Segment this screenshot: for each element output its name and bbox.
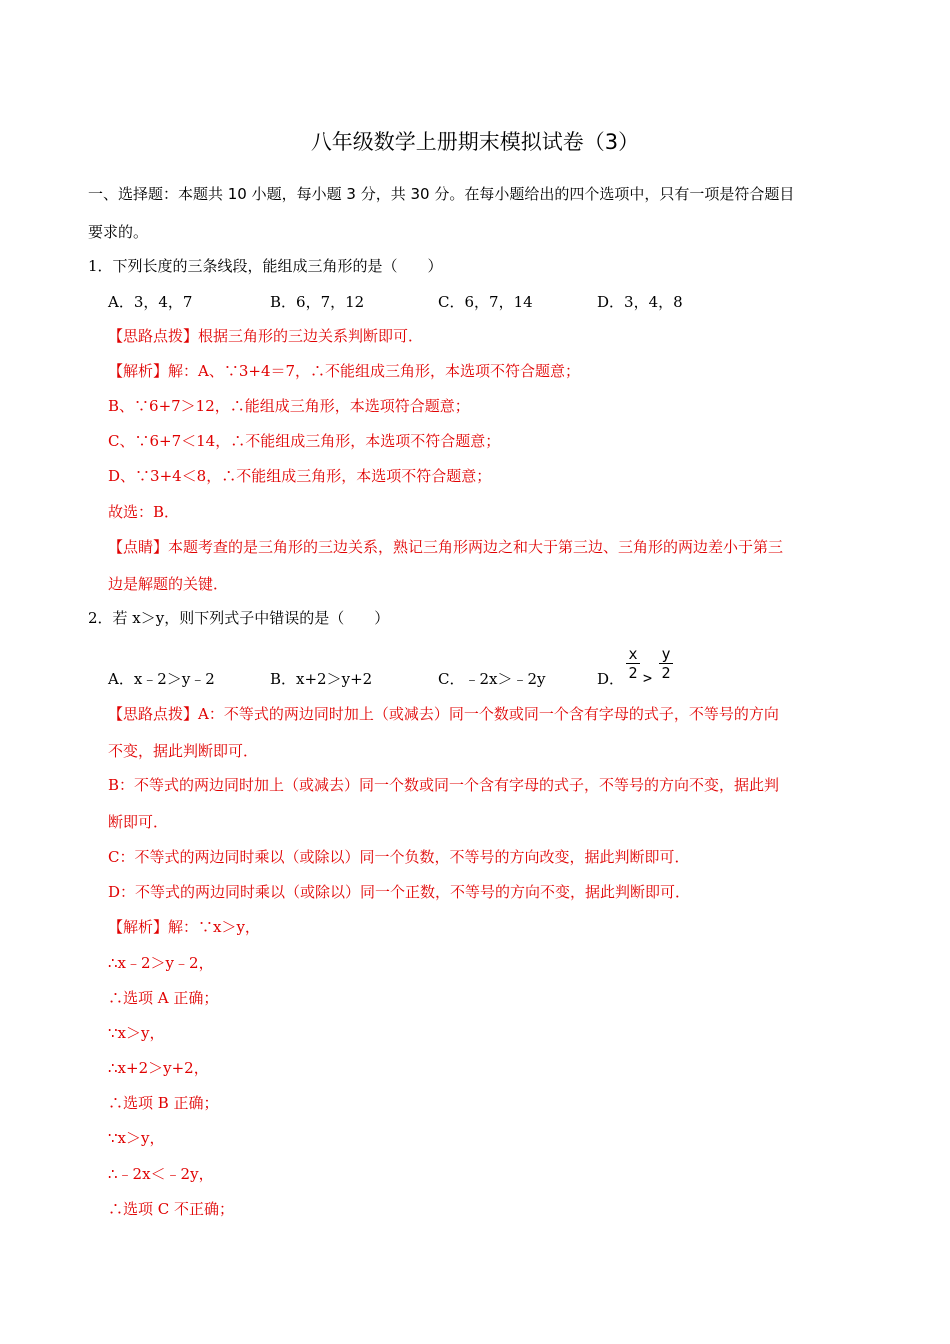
q1-analysis-line: C、∵6+7＜14，∴不能组成三角形，本选项不符合题意； [108,432,501,450]
q1-comment-line-1: 【点睛】本题考查的是三角形的三边关系，熟记三角形两边之和大于第三边、三角形的两边差小于第三 [108,538,784,556]
q1-option-d: D．3，4，8 [597,293,683,311]
fraction-denominator: 2 [628,664,638,682]
q2-analysis-line: 【解析】解：∵x＞y， [108,918,260,936]
q1-analysis-line: 【解析】解：A、∵3+4＝7，∴不能组成三角形，本选项不符合题意； [108,362,581,380]
fraction-denominator: 2 [661,664,671,682]
q1-answer: 故选：B． [108,503,180,521]
q2-option-a: A．x﹣2＞y﹣2 [108,670,215,688]
q2-analysis-line: ∴x﹣2＞y﹣2， [108,954,214,972]
q1-option-c: C．6，7，14 [438,293,533,311]
q1-hint: 【思路点拨】根据三角形的三边关系判断即可． [108,327,424,345]
q2-analysis-line: ∵x＞y， [108,1024,165,1042]
q2-analysis-line: ∵x＞y， [108,1129,165,1147]
q2-option-d-fraction-right [659,646,673,681]
q1-analysis-line: D、∵3+4＜8，∴不能组成三角形，本选项不符合题意； [108,467,492,485]
q2-hint-line: 不变，据此判断即可． [108,742,259,760]
q2-hint-line: B：不等式的两边同时加上（或减去）同一个数或同一个含有字母的式子，不等号的方向不变，据此判 [108,776,780,794]
q2-option-b: B．x+2＞y+2 [270,670,373,688]
q2-option-d-fraction-left [626,646,640,681]
fraction-numerator: x [628,645,638,663]
q2-hint-line: 【思路点拨】A：不等式的两边同时加上（或减去）同一个数或同一个含有字母的式子，不等号的方向 [108,705,779,723]
page-title: 八年级数学上册期末模拟试卷（3） [310,130,640,154]
q2-hint-line: C：不等式的两边同时乘以（或除以）同一个负数，不等号的方向改变，据此判断即可． [108,848,690,866]
fraction-numerator: y [661,645,671,663]
q1-option-a: A．3，4，7 [108,293,193,311]
q1-analysis-line: B、∵6+7＞12，∴能组成三角形，本选项符合题意； [108,397,470,415]
q1-option-b: B．6，7，12 [270,293,365,311]
q2-option-c: C．﹣2x＞﹣2y [438,670,546,688]
q2-hint-line: D：不等式的两边同时乘以（或除以）同一个正数，不等号的方向不变，据此判断即可． [108,883,691,901]
q2-analysis-line: ∴﹣2x＜﹣2y， [108,1165,214,1183]
q2-analysis-line: ∴选项 A 正确； [108,989,219,1007]
q2-analysis-line: ∴选项 C 不正确； [108,1200,235,1218]
section-heading-line-2: 要求的。 [88,223,149,241]
section-heading-line-1: 一、选择题：本题共 10 小题，每小题 3 分，共 30 分。在每小题给出的四个选项中，只有一项是符合题目 [88,185,795,203]
q2-analysis-line: ∴x+2＞y+2， [108,1059,209,1077]
q1-stem: 1．下列长度的三条线段，能组成三角形的是（ ） [88,257,443,275]
q2-stem: 2．若 x＞y，则下列式子中错误的是（ ） [88,609,390,627]
q1-comment-line-2: 边是解题的关键． [108,575,229,593]
q2-option-d-label: D． [597,670,625,688]
q2-hint-line: 断即可． [108,813,169,831]
q2-option-d-greater-sign: > [643,669,653,687]
q2-analysis-line: ∴选项 B 正确； [108,1094,219,1112]
